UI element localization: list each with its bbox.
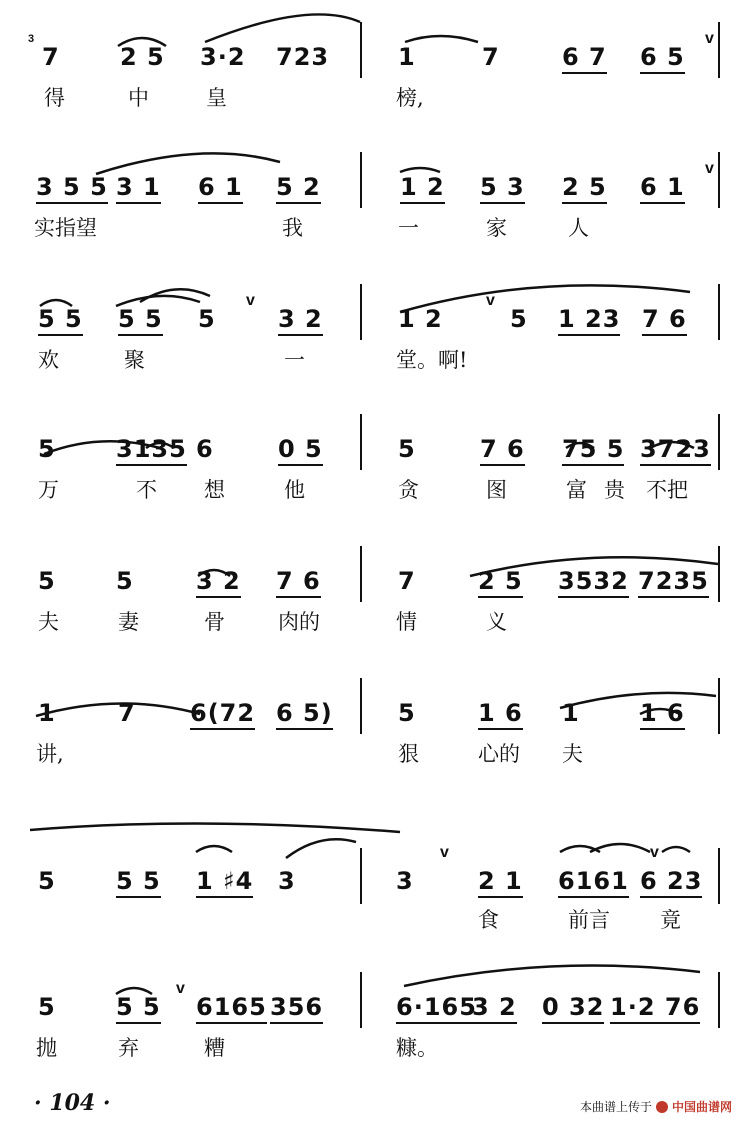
credit-brand: 中国曲谱网 bbox=[671, 1100, 732, 1114]
lyric: 肉的 bbox=[278, 610, 320, 634]
lyric: 竟 bbox=[660, 908, 681, 932]
note-group: 6 7 bbox=[562, 42, 607, 74]
lyric: 讲, bbox=[36, 742, 64, 766]
note-group: 6 5 bbox=[640, 42, 685, 74]
notation-row bbox=[0, 566, 750, 600]
lyrics-row bbox=[0, 84, 750, 114]
lyric: 堂。啊! bbox=[396, 348, 468, 372]
lyric: 妻 bbox=[118, 610, 139, 634]
music-system-8 bbox=[0, 950, 750, 1080]
note-group: 6(72 bbox=[190, 698, 255, 730]
lyric: 不 bbox=[136, 478, 157, 502]
breath-mark: v bbox=[650, 844, 659, 861]
note-group: 1 bbox=[398, 43, 416, 71]
note-group: 3 2 bbox=[196, 566, 241, 598]
lyric: 不把 bbox=[646, 478, 688, 502]
lyrics-row bbox=[0, 214, 750, 244]
note-group: 7 6 bbox=[480, 434, 525, 466]
note-group: 5 5 bbox=[116, 866, 161, 898]
note-group: 6 bbox=[196, 435, 214, 463]
upload-credit bbox=[580, 1098, 732, 1115]
lyric: 情 bbox=[396, 610, 417, 634]
lyric: 人 bbox=[568, 216, 589, 240]
note-group: 0 32 bbox=[542, 992, 604, 1024]
breath-mark: v bbox=[705, 30, 714, 47]
lyric: 骨 bbox=[204, 610, 225, 634]
note-group: 5 bbox=[38, 867, 56, 895]
bar-line bbox=[360, 678, 362, 734]
music-system-2 bbox=[0, 130, 750, 260]
lyric: 中 bbox=[128, 86, 149, 110]
note-group: 7 bbox=[118, 699, 136, 727]
slur-marks bbox=[0, 788, 750, 848]
site-logo-icon bbox=[656, 1101, 668, 1113]
lyric: 心的 bbox=[478, 742, 520, 766]
lyric: 得 bbox=[44, 86, 65, 110]
bar-line bbox=[718, 678, 720, 734]
bar-line bbox=[360, 22, 362, 78]
bar-line bbox=[718, 972, 720, 1028]
lyric: 前言 bbox=[568, 908, 610, 932]
lyric: 家 bbox=[486, 216, 507, 240]
note-group: 5 bbox=[510, 305, 528, 333]
lyric: 富 bbox=[566, 478, 587, 502]
lyric: 贵 bbox=[604, 478, 625, 502]
lyric: 糠。 bbox=[396, 1036, 438, 1060]
note-group: 723 bbox=[276, 43, 330, 71]
note-group: 1 ♯4 bbox=[196, 866, 253, 898]
note-group: 1·2 76 bbox=[610, 992, 700, 1024]
breath-mark: v bbox=[246, 292, 255, 309]
note-group: 3723 bbox=[640, 434, 711, 466]
lyric: 一 bbox=[284, 348, 305, 372]
bar-line bbox=[718, 848, 720, 904]
note-group: 1 6 bbox=[478, 698, 523, 730]
note-group: 7235 bbox=[638, 566, 709, 598]
note-group: 2 5 bbox=[562, 172, 607, 204]
lyric: 实指望 bbox=[34, 216, 97, 240]
notation-row bbox=[0, 992, 750, 1026]
note-group: 3 bbox=[278, 867, 296, 895]
lyric: 弃 bbox=[118, 1036, 139, 1060]
lyric: 贪 bbox=[398, 478, 419, 502]
notation-row bbox=[0, 866, 750, 900]
page-number: · 104 · bbox=[34, 1090, 111, 1116]
note-group: 6 5) bbox=[276, 698, 333, 730]
credit-prefix: 本曲谱上传于 bbox=[579, 1100, 652, 1114]
note-group: 5 5 bbox=[118, 304, 163, 336]
bar-line bbox=[360, 972, 362, 1028]
note-group: 2 5 bbox=[478, 566, 523, 598]
lyric: 义 bbox=[486, 610, 507, 634]
lyric: 食 bbox=[478, 908, 499, 932]
note-group: 1 2 bbox=[400, 172, 445, 204]
note-group: 5 bbox=[398, 435, 416, 463]
lyric: 想 bbox=[204, 478, 225, 502]
notation-row bbox=[0, 434, 750, 468]
bar-line bbox=[718, 284, 720, 340]
note-group: 1 bbox=[38, 699, 56, 727]
note-group: 6 1 bbox=[198, 172, 243, 204]
music-system-6 bbox=[0, 656, 750, 786]
lyric: 聚 bbox=[124, 348, 145, 372]
lyrics-row bbox=[0, 906, 750, 936]
note-group: 5 3 bbox=[480, 172, 525, 204]
note-group: 3 bbox=[396, 867, 414, 895]
note-group: 1 23 bbox=[558, 304, 620, 336]
music-system-1 bbox=[0, 0, 750, 130]
note-group: 0 5 bbox=[278, 434, 323, 466]
note-group: 6·165 bbox=[396, 992, 477, 1024]
lyrics-row bbox=[0, 1034, 750, 1064]
music-system-5 bbox=[0, 524, 750, 654]
note-group: 6 23 bbox=[640, 866, 702, 898]
note-group: 75 5 bbox=[562, 434, 624, 466]
note-group: 1 6 bbox=[640, 698, 685, 730]
breath-mark: v bbox=[440, 844, 449, 861]
notation-row bbox=[0, 42, 750, 76]
note-group: 2 5 bbox=[120, 43, 165, 71]
lyrics-row bbox=[0, 740, 750, 770]
breath-mark: v bbox=[705, 160, 714, 177]
note-group: 3532 bbox=[558, 566, 629, 598]
note-group: 5 5 bbox=[38, 304, 83, 336]
note-group: 7 6 bbox=[642, 304, 687, 336]
note-group: 5 bbox=[38, 993, 56, 1021]
note-group: 5 bbox=[398, 699, 416, 727]
note-group: 5 bbox=[38, 567, 56, 595]
notation-row bbox=[0, 698, 750, 732]
lyrics-row bbox=[0, 346, 750, 376]
bar-line bbox=[718, 546, 720, 602]
bar-line bbox=[360, 152, 362, 208]
grace-note: 3 bbox=[28, 33, 35, 45]
note-group: 3135 bbox=[116, 434, 187, 466]
bar-line bbox=[360, 284, 362, 340]
bar-line bbox=[360, 414, 362, 470]
lyric: 一 bbox=[398, 216, 419, 240]
lyric: 图 bbox=[486, 478, 507, 502]
note-group: 5 bbox=[198, 305, 216, 333]
note-group: 6161 bbox=[558, 866, 629, 898]
bar-line bbox=[718, 152, 720, 208]
note-group: 3 2 bbox=[472, 992, 517, 1024]
lyric: 欢 bbox=[38, 348, 59, 372]
note-group: 3 1 bbox=[116, 172, 161, 204]
note-group: 7 bbox=[398, 567, 416, 595]
music-system-7 bbox=[0, 788, 750, 932]
lyric: 万 bbox=[38, 478, 59, 502]
note-group: 7 bbox=[482, 43, 500, 71]
note-group: 7 bbox=[42, 43, 60, 71]
note-group: 1 bbox=[562, 699, 580, 727]
note-group: 5 bbox=[38, 435, 56, 463]
lyric: 糟 bbox=[204, 1036, 225, 1060]
notation-row bbox=[0, 172, 750, 206]
bar-line bbox=[718, 22, 720, 78]
note-group: 5 5 bbox=[116, 992, 161, 1024]
lyric: 他 bbox=[284, 478, 305, 502]
lyrics-row bbox=[0, 476, 750, 506]
lyric: 榜, bbox=[396, 86, 424, 110]
lyric: 我 bbox=[282, 216, 303, 240]
lyric: 狠 bbox=[398, 742, 419, 766]
note-group: 3·2 bbox=[200, 43, 246, 71]
bar-line bbox=[360, 546, 362, 602]
notation-row bbox=[0, 304, 750, 338]
lyric: 皇 bbox=[206, 86, 227, 110]
note-group: 3 5 5 bbox=[36, 172, 108, 204]
note-group: 6 1 bbox=[640, 172, 685, 204]
music-system-4 bbox=[0, 392, 750, 522]
bar-line bbox=[718, 414, 720, 470]
note-group: 6165 bbox=[196, 992, 267, 1024]
lyric: 夫 bbox=[562, 742, 583, 766]
breath-mark: v bbox=[176, 980, 185, 997]
lyric: 抛 bbox=[36, 1036, 57, 1060]
lyric: 夫 bbox=[38, 610, 59, 634]
note-group: 1 2 bbox=[398, 305, 443, 333]
note-group: 5 2 bbox=[276, 172, 321, 204]
bar-line bbox=[360, 848, 362, 904]
music-system-3 bbox=[0, 262, 750, 392]
note-group: 3 2 bbox=[278, 304, 323, 336]
note-group: 5 bbox=[116, 567, 134, 595]
note-group: 7 6 bbox=[276, 566, 321, 598]
lyrics-row bbox=[0, 608, 750, 638]
note-group: 356 bbox=[270, 992, 323, 1024]
breath-mark: v bbox=[486, 292, 495, 309]
note-group: 2 1 bbox=[478, 866, 523, 898]
